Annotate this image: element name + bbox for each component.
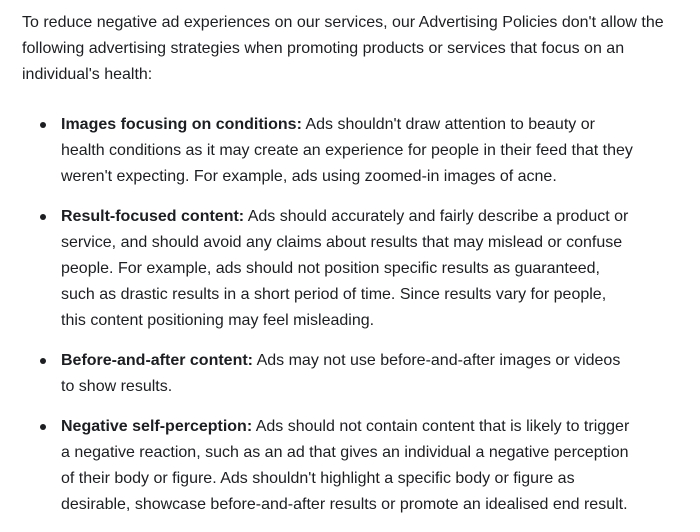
bullet-icon (40, 358, 46, 364)
policy-text: Ads shouldn't draw attention to beauty or (301, 116, 595, 133)
intro-line: To reduce negative ad experiences on our services, our Advertising Policies don't allow the (22, 14, 664, 31)
policy-term: Result-focused content: (61, 208, 245, 225)
policy-line: a negative reaction, such as an ad that gives an individual a negative perception (61, 444, 629, 461)
policy-item-result-focused (22, 204, 662, 334)
policy-line: such as drastic results in a short period of time. Since results vary for people, (61, 286, 607, 303)
policy-line: this content positioning may feel misleading. (61, 312, 375, 329)
policy-text: Ads may not use before-and-after images or videos (253, 352, 621, 369)
policy-line: to show results. (61, 378, 173, 395)
policy-line: desirable, showcase before-and-after results or promote an idealised end result. (61, 496, 628, 513)
policy-term: Negative self-perception: (61, 418, 253, 435)
policy-line: people. For example, ads should not position specific results as guaranteed, (61, 260, 600, 277)
policy-line: service, and should avoid any claims about results that may mislead or confuse (61, 234, 623, 251)
policy-document (22, 10, 662, 532)
policy-item-negative-self-perception (22, 414, 662, 518)
policy-line (61, 414, 662, 440)
policy-line (61, 112, 662, 138)
policy-line: health conditions as it may create an experience for people in their feed that they (61, 142, 633, 159)
policy-item-before-after (22, 348, 662, 400)
bullet-icon (40, 214, 46, 220)
policy-term: Before-and-after content: (61, 352, 254, 369)
policy-line: weren't expecting. For example, ads using zoomed-in images of acne. (61, 168, 557, 185)
bullet-icon (40, 122, 46, 128)
policy-term: Images focusing on conditions: (61, 116, 302, 133)
policy-line (61, 348, 662, 374)
intro-paragraph (22, 10, 664, 88)
intro-line: following advertising strategies when promoting products or services that focus on an (22, 40, 625, 57)
policy-line: of their body or figure. Ads shouldn't highlight a specific body or figure as (61, 470, 575, 487)
intro-line: individual's health: (22, 66, 153, 83)
policy-item-conditions-images (22, 112, 662, 190)
policy-text: Ads should accurately and fairly describe a product or (244, 208, 629, 225)
policy-list (22, 112, 662, 518)
policy-text: Ads should not contain content that is likely to trigger (252, 418, 630, 435)
policy-line (61, 204, 662, 230)
bullet-icon (40, 424, 46, 430)
